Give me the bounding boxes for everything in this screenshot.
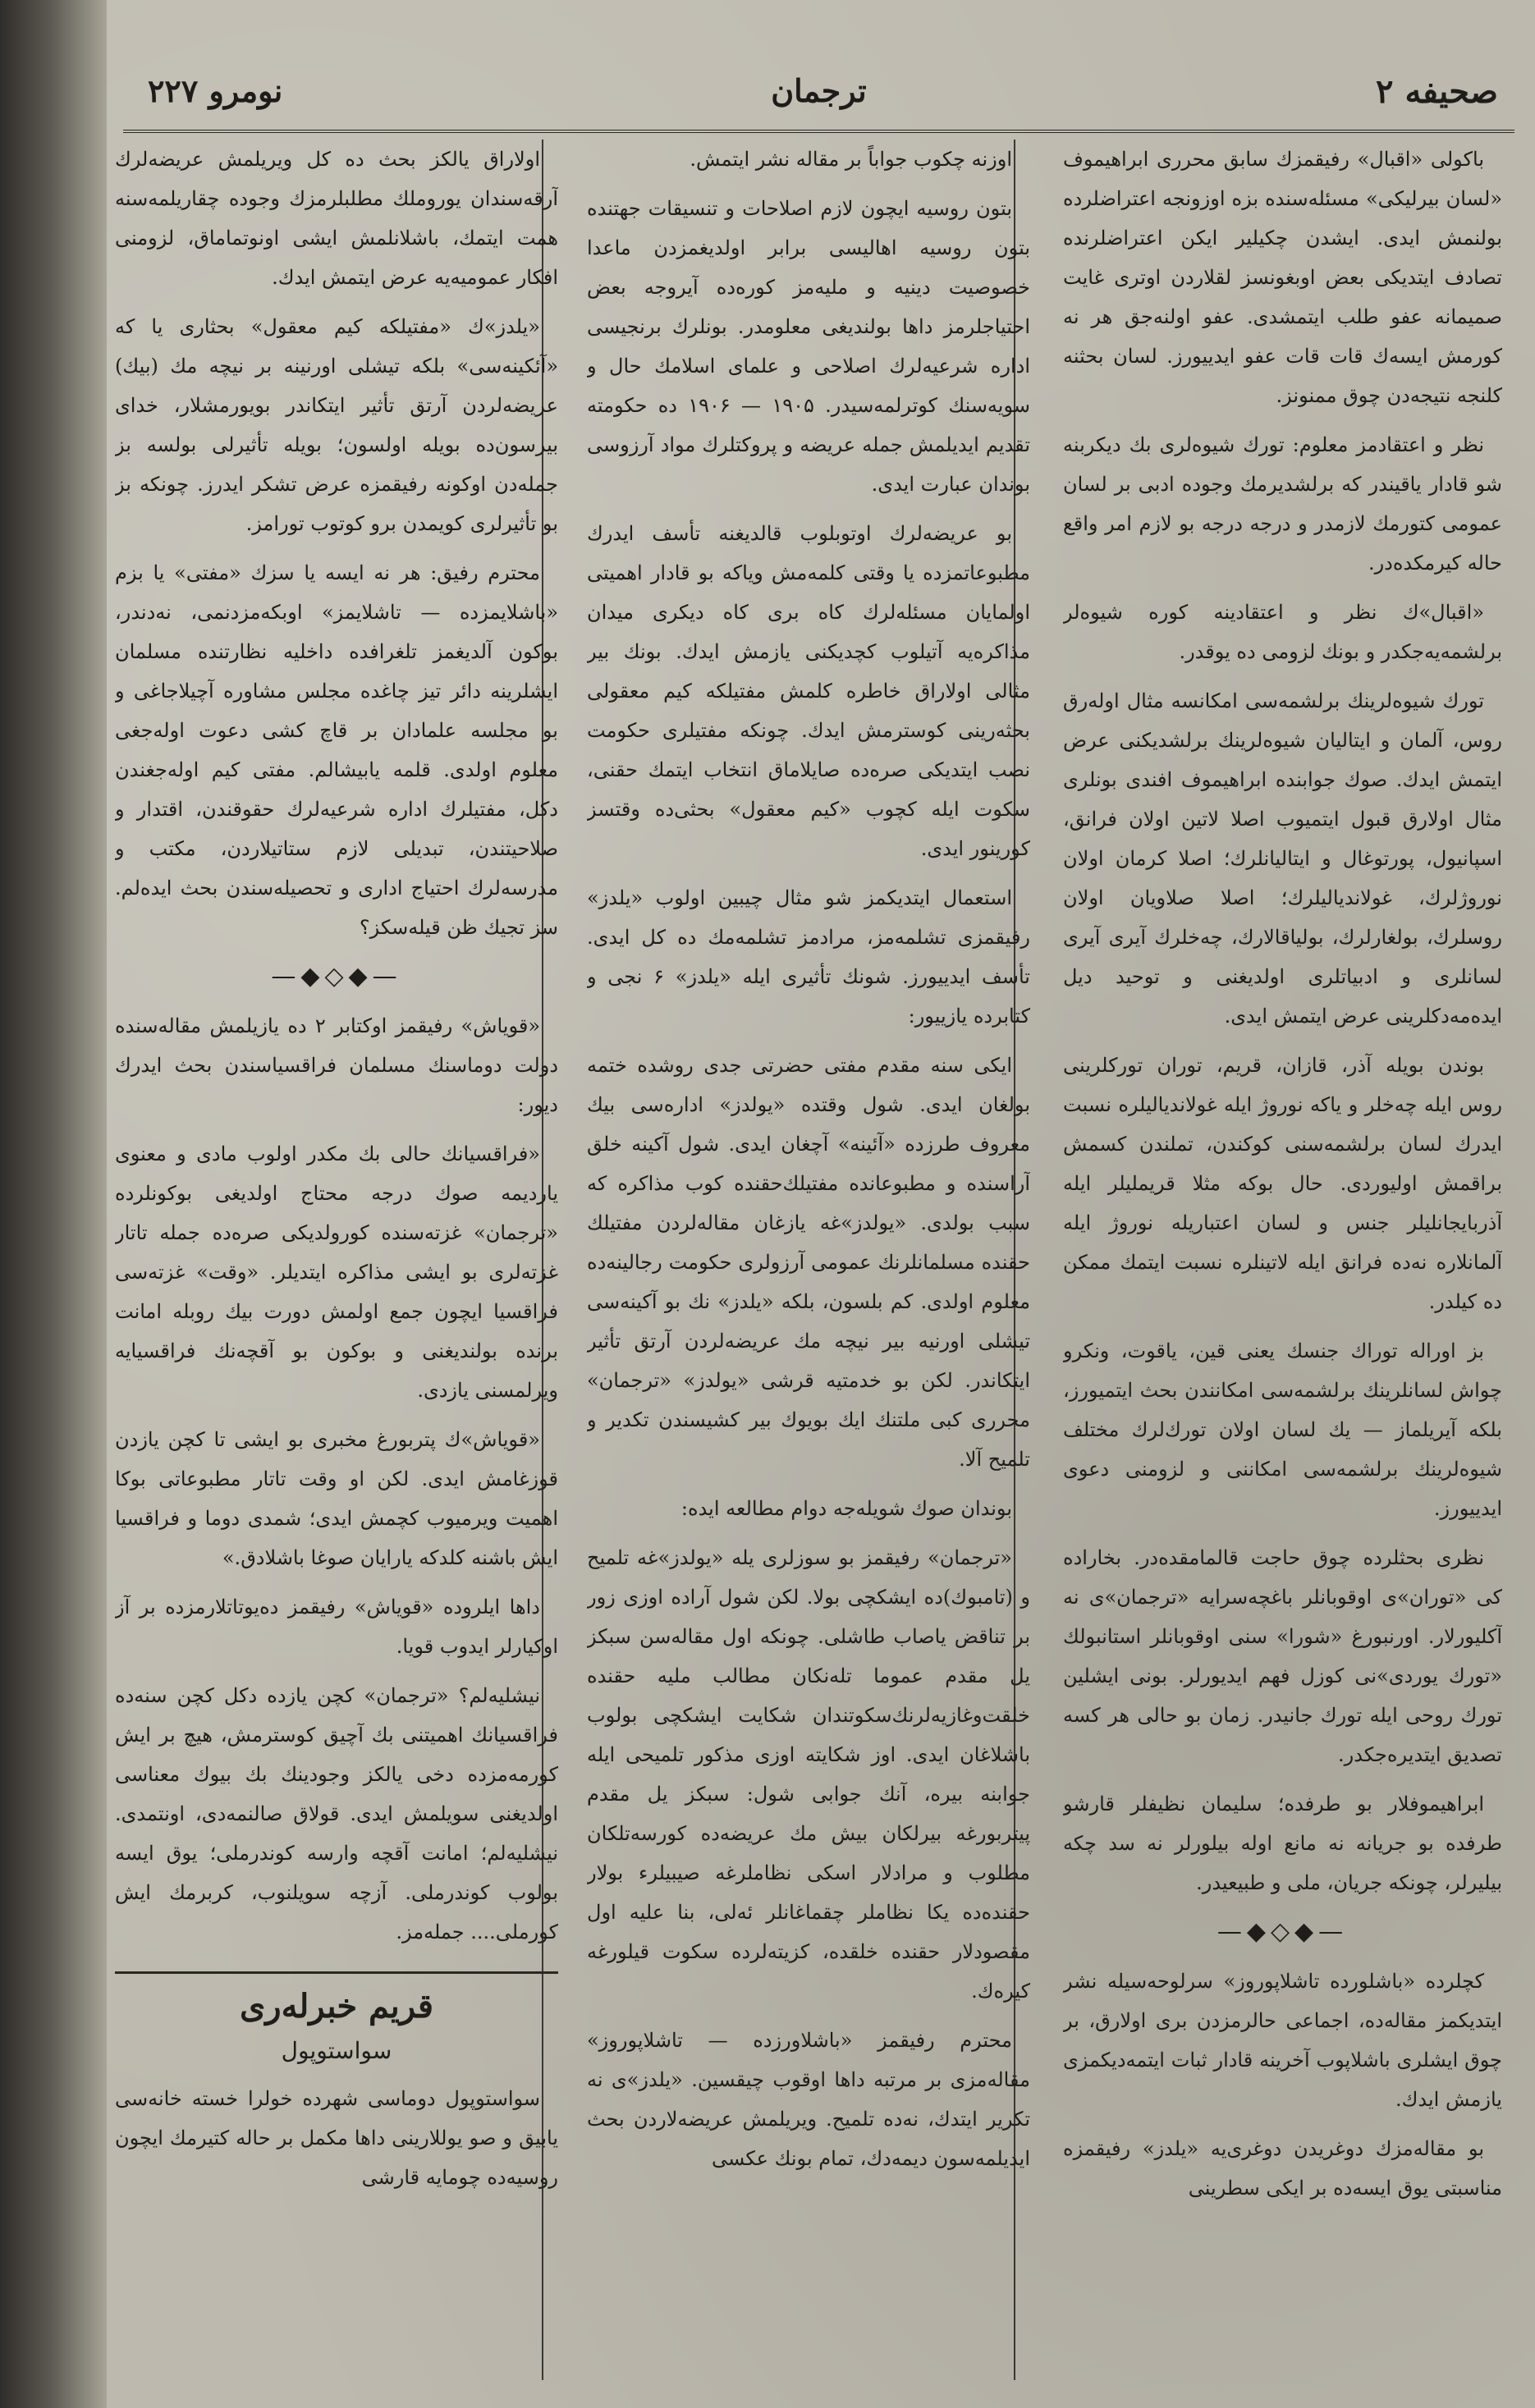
paragraph: محترم رفیق: هر نه ایسه یا سزك «مفتی» یا بزم «باشلایمزده — تاشلایمز» اوبكه‌مزدنمی، نه‌دندر، بوكون آلدیغمز تلغرافده داخلیه نظارتنده مسلمان ایشلرینه دائر تیز چاغده مجلس مشاوره آچیلاجاغی و بو مجلسه علمادان بر قاچ كشی دعوت اوله‌جغی معلوم اولدی. قلمه یابیشالم. مفتی كیم اوله‌جغندن دكل، مفتیلرك اداره شرعیه‌لرك حقوقندن، اقتدار و صلاحیتندن، تبدیلی لازم ستاتیلاردن، مكتب و مدرسه‌لرك احتیاج اداری و تحصیله‌سندن بحث ایده‌لم. سز تجیك ظن قیله‌سكز؟ (115, 561, 558, 939)
paragraph: اوزنه چكوب جواباً بر مقاله نشر ایتمش. (690, 148, 1012, 171)
paragraph: «ترجمان» رفیقمز بو سوزلری یله «یولدز»غه تلمیح و (تامبوك)ده ایشكچی بولا. لكن شول آراده اوزی زور بر تناقض یاصاب طاشلی. چونكه اول مقاله‌سن سبكز یل مقدم عموما تله‌نكان مطالب ملیه حقنده خلقت‌وغازیه‌لرنك‌سكوتندان شكایت ایشكچی بولوب باشلاغان ایدی. اوز شكایته اوزی مذكور تلمیحی ایله جوابنه بیره، آنك جوابی شول: سبكز یل مقدم پیتربورغه بیرلكان بیش مك عریضه‌ده كورسه‌تلكان مطلوب و مرادلار اسكی نظاملرغه صیبیلرء بولار حقنده‌ده یكا نظاملر چقماغانلر ئه‌لی، بنا علیه اول مقصودلار حقنده خلقده، كزیته‌لرده سكوت قیلورغه كیره‌ك. (587, 1546, 1030, 2003)
paragraph: نظری بحثلرده چوق حاجت قالمامقده‌در. بخاراده كی «توران»ی اوقوبانلر باغچه‌سرایه «ترجمان»ی نه آكلیورلار. اورنبورغ «شورا» سنی اوقوبانلر استانبولك «تورك یوردی»نی كوزل فهم ایدیورلر. بونی ایشلین تورك روحی ایله تورك جانیدر. زمان بو حالی هر كسه تصدیق ایتدیره‌جكدر. (1063, 1546, 1502, 1766)
column-left (115, 140, 558, 2372)
paragraph: اولاراق یالكز بحث ده كل ویریلمش عریضه‌لرك آرقه‌سندان یوروملك مطلبلرمزك وجوده چقاریلمه‌سنه همت ایتمك، باشلانلمش ایشی اونوتماماق، لزومنی افكار عمومیه‌یه عرض ایتمش ایدك. (115, 148, 558, 289)
paragraph: «یلدز»ك «مفتیلكه كیم معقول» بحثاری یا كه «آئكینه‌سی» بلكه تیشلی اورنینه بر نیچه مك (بیك) عریضه‌لردن آرتق تأثیر ایتكاندر بویورمشلار، خدای بیرسون‌ده بویله اولسون؛ بویله تأثیرلی بولسه بز جمله‌دن اوكونه رفیقمزه عرض تشكر ایدرز. چونكه بز بو تأثیرلری كویمدن برو كوتوب تورامز. (115, 315, 558, 535)
paragraph: «اقبال»ك نظر و اعتقادینه كوره شیوه‌لر برلشمه‌یه‌جكدر و بونك لزومی ده یوقدر. (1063, 601, 1502, 663)
page-header (123, 72, 1514, 130)
binding-shadow (0, 0, 107, 2408)
paragraph: ابراهیموفلار بو طرفده؛ سلیمان نظیفلر قارشو طرفده بو جریانه نه مانع اوله بیلورلر نه سد چكه بیلیرلر، چونكه جریان، ملی و طبیعیدر. (1063, 1792, 1502, 1894)
ornament-divider: —◆◇◆— (1217, 1917, 1349, 1946)
issue-number: نومرو ۲۲۷ (148, 72, 283, 109)
paragraph: محترم رفیقمز «باشلاورزده — تاشلاپوروز» مقاله‌مزی بر مرتبه داها اوقوب چیقسین. «یلدز»ی نه تكریر ایتدك، نه‌ده تلمیح. ویریلمش عریضه‌لاردن بحث ایدیلمه‌سون دیمه‌دك، تمام بونك عكسی (587, 2029, 1030, 2170)
section-subheading: سواستوپول (281, 2037, 392, 2064)
paragraph: «قویاش»ك پتربورغ مخبری بو ایشی تا كچن یازدن قوزغامش ایدی. لكن او وقت تاتار مطبوعاتی بوكا اهمیت ویرمیوب كچمش ایدی؛ شمدی دوما و فراقسیا ایش باشنه كلدكه یارایان صوغا باشلادق.» (115, 1428, 558, 1569)
paragraph: تورك شیوه‌لرینك برلشمه‌سی امكانسه مثال اوله‌رق روس، آلمان و ایتالیان شیوه‌لرینك برلشدیكنی عرض ایتمش ایدك. صوك جوابنده ابراهیموف افندی بونلری مثال اولارق قبول ایتمیوب اصلا لاتین اولان فرانق، اسپانیول، پورتوغال و ایتالیانلرك؛ اصلا كرمان اولان نوروژلرك، غولاندیالیلرك؛ اصلا صلاویان اولان روسلرك، بولغارلرك، بولیاقالارك، چه‌خلرك آیری آیری لسانلری و ادبیاتلری اولدیغنی و توحید دیل ایده‌مه‌دكلرینی عرض ایتمش ایدی. (1063, 689, 1502, 1028)
paragraph: «قویاش» رفیقمز اوكتابر ۲ ده یازیلمش مقاله‌سنده دولت دوماسنك مسلمان فراقسیاسندن بحث ایدرك دیور: (115, 1014, 558, 1116)
page-number: صحیفه ۲ (1376, 72, 1498, 111)
paragraph: داها ایلروده «قویاش» رفیقمز ده‌یوتاتلارمزده بر آز اوكیارلر ایدوب قویا. (115, 1595, 558, 1658)
paragraph: بوندان صوك شویله‌جه دوام مطالعه ایده: (680, 1497, 1012, 1520)
paragraph: بو عریضه‌لرك اوتوبلوب قالدیغنه تأسف ایدرك مطبوعاتمزده یا وقتی كلمه‌مش ویاكه بو قادار اهمیتی اولمایان مسئله‌لرك كاه بری كاه دیكری میدان مذاكره‌یه آتیلوب كچدیكنی یازمش ایدك. بونك بیر مثالی اولاراق خاطره كلمش مفتیلكه كیم معقولی بحثه‌رینی كوسترمش ایدك. چونكه مفتیلری حكومت نصب ایتدیكی صره‌ده صایلاماق انتخاب ایتمك حقنی، سكوت ایله كچوب «كیم معقول» بحثی‌ده وقتسز كورینور ایدی. (587, 522, 1030, 860)
column-right (1063, 140, 1502, 2372)
paragraph: بز اوراله توراك جنسك یعنی قین، یاقوت، ونكرو چواش لسانلرینك برلشمه‌سی امكانندن بحث ایتمیورز، بلكه آیریلماز — یك لسان اولان تورك‌لرك مختلف شیوه‌لرینك برلشمه‌سی امكاننی و لزومنی دعوی ایدییورز. (1063, 1339, 1502, 1520)
paragraph: استعمال ایتدیكمز شو مثال چیبین اولوب «یلدز» رفیقمزی تشلمه‌مز، مرادمز تشلمه‌مك ده كل ایدی. تأسف ایدییورز. شونك تأثیری ایله «یلدز» ۶ نجی و كتابرده یازییور: (587, 886, 1030, 1028)
paragraph: «فراقسیانك حالی بك مكدر اولوب مادی و معنوی یاردیمه صوك درجه محتاج اولدیغی بوكونلرده «ترجمان» غزته‌سنده كورولدیكی صره‌ده جمله تاتار غزته‌لری بو ایشی مذاكره ایتدیلر. «وقت» غزته‌سی فراقسیا ایچون جمع اولمش دورت بیك روبله امانت برنده بولندیغنی و بوكون بو آقچه‌نك فراقسیایه ویرلمسنی یازدی. (115, 1142, 558, 1402)
paragraph: نظر و اعتقادمز معلوم: تورك شیوه‌لری بك دیكربنه شو قادار یاقیندر كه برلشدیرمك وجوده ادبی بر لسان عمومی كتورمك لازمدر و درجه درجه بو لازم امر واقع حاله كیرمكده‌در. (1063, 433, 1502, 575)
newspaper-title: ترجمان (771, 72, 867, 109)
paragraph: كچلرده «باشلورده تاشلاپوروز» سرلوحه‌سیله نشر ایتدیكمز مقاله‌ده، اجماعی حالرمزدن بری اولارق، بر چوق ایشلری باشلاپوب آخرینه قادار ثبات ایتمه‌دیكمزی یازمش ایدك. (1063, 1970, 1502, 2111)
paragraph: باكولی «اقبال» رفیقمزك سابق محرری ابراهیموف «لسان بیرلیكی» مسئله‌سنده بزه اوزونجه اعتراضلرده بولنمش ایدی. ایشدن چكیلیر ایكن اعتراضلرنده تصادف ایتدیكی بعض اوبغونسز لقلاردن اوتری غایت صمیمانه عفو طلب ایتمشدی. عفو اولنه‌جق هر نه كورمش ایسه‌ك قات قات عفو ایدییورز. لسان بحثنه كلنجه نتیجه‌دن چوق ممنونز. (1063, 148, 1502, 407)
paragraph: بتون روسیه ایچون لازم اصلاحات و تنسیقات جهتنده بتون روسیه اهالیسی برابر اولدیغمزدن ماعدا خصوصیت دینیه و ملیه‌مز كوره‌ده آیروجه بعض احتیاجلرمز داها بولندیغی معلومدر. بونلرك برنجیسی اداره شرعیه‌لرك اصلاحی و علمای اسلامك حال و سویه‌سنك كوترلمه‌سیدر. ۱۹۰۵ — ۱۹۰۶ ده حكومته تقدیم ایدیلمش جمله عریضه و پروكتلرك مواد آرزوسی بوندان عبارت ایدی. (587, 197, 1030, 496)
paragraph: سواستوپول دوماسی شهرده خولرا خسته خانه‌سی یابیق و صو یوللارینی داها مكمل بر حاله كتیرمك ایچون روسیه‌ده چومایه قارشی (115, 2087, 558, 2189)
paragraph: بوندن بویله آذر، قازان، قریم، توران توركلرینی روس ایله چه‌خلر و یاكه نوروژ ایله غولاندیالیلره نسبت ایدرك لسان برلشمه‌سنی كوكندن، تملندن كسمش براقمش اولیوردی. حال بوكه مثلا قریملیلر ایله آذربایجانلیلر جنس و لسان اعتباریله نوروژ ایله آلمانلاره نه‌ده فرانق ایله لاتینلره نسبت ایتمك ممكن ده كیلدر. (1063, 1054, 1502, 1313)
ornament-divider: —◆◇◆— (271, 962, 402, 991)
column-middle (587, 140, 1030, 2372)
paragraph: نیشلیه‌لم؟ «ترجمان» كچن یازده دكل كچن سنه‌ده فراقسیانك اهمیتنی بك آچیق كوسترمش، هیچ بر ایش كورمه‌مزده دخی یالكز وجودینك بك بیوك معناسی اولدیغنی سویلمش ایدی. قولاق صالنمه‌دی، اونتمدی. نیشلیه‌لم؛ امانت آقچه وارسه كوندرملی؛ یوق ایسه بولوب كوندرملی. آزچه سویلنوب، كربرمك ایش كورملی.... جمله‌مز. (115, 1684, 558, 1943)
paragraph: بو مقاله‌مزك دوغریدن دوغری‌یه «یلدز» رفیقمزه مناسبتی یوق ایسه‌ده بر ایكی سطرینی (1063, 2137, 1502, 2200)
section-heading: قریم خبرله‌ری (115, 1971, 558, 2026)
header-rule (123, 130, 1514, 133)
paragraph: ایكی سنه مقدم مفتی حضرتی جدی روشده ختمه بولغان ایدی. شول وقتده «یولدز» اداره‌سی بیك معروف طرزده «آئینه» آچغان ایدی. شول آكینه خلق آراسنده و مطبوعانده مفتیلك‌حقنده كوب مذاكره كه سبب بولدی. «یولدز»غه یازغان مقاله‌لردن مفتیلك حقنده مسلمانلرنك عمومی آرزولری حكومت رجالینه‌ده معلوم اولدی. كم بلسون، بلكه «یلدز» نك بو آكینه‌سی تیشلی اورنیه بیر نیچه مك عریضه‌لردن آرتق تأثیر ایتكاندر. لكن بو خدمتیه قرشی «یولدز» «ترجمان» محرری كبی ملتنك ایك بویوك بیر كشیسندن تكدیر و تلمیح آلا. (587, 1054, 1030, 1471)
